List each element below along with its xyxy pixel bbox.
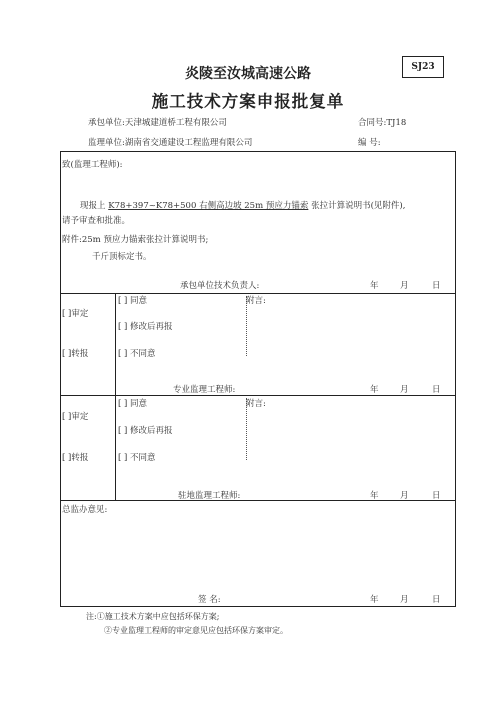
signature-label: 签 名: (198, 595, 221, 605)
forward-checkbox[interactable]: [ ]转报 (62, 453, 89, 463)
forward-checkbox[interactable]: [ ]转报 (62, 349, 89, 359)
date-year: 年 (370, 491, 379, 501)
supervision-unit: 监理单位:湖南省交通建设工程监理有限公司 (88, 138, 253, 148)
attachment-2: 千斤顶标定书。 (92, 252, 152, 262)
specialist-engineer-label: 专业监理工程师: (173, 385, 236, 395)
project-description: K78+397~K78+500 右侧高边坡 25m 预应力锚索 (108, 201, 309, 211)
date-day: 日 (432, 595, 441, 605)
submission-line (80, 199, 405, 211)
option-agree[interactable]: [ ] 同意 (118, 399, 148, 409)
date-day: 日 (432, 281, 441, 291)
date-month: 月 (400, 385, 409, 395)
date-day: 日 (432, 491, 441, 501)
remarks-label: 附言: (246, 399, 266, 409)
remarks-label: 附言: (246, 296, 266, 306)
addressee-label: 致(监理工程师): (62, 160, 123, 170)
form-code-badge: SJ23 (402, 56, 444, 78)
contractor-tech-lead-label: 承包单位技术负责人: (180, 281, 260, 291)
chief-office-opinion-label: 总监办意见: (62, 505, 108, 515)
submission-prefix: 现报上 (80, 201, 106, 211)
date-year: 年 (370, 595, 379, 605)
page-title: 炎陵至汝城高速公路 (185, 66, 311, 82)
date-month: 月 (400, 281, 409, 291)
footnote-2: ②专业监理工程师的审定意见应包括环保方案审定。 (104, 626, 288, 635)
column-divider (115, 293, 116, 500)
request-line: 请予审查和批准。 (62, 216, 131, 226)
approve-checkbox[interactable]: [ ]审定 (62, 412, 89, 422)
serial-number-label: 编 号: (358, 138, 381, 148)
date-year: 年 (370, 385, 379, 395)
approve-checkbox[interactable]: [ ]审定 (62, 309, 89, 319)
option-agree[interactable]: [ ] 同意 (118, 296, 148, 306)
row-divider (60, 395, 456, 396)
date-month: 月 (400, 491, 409, 501)
contract-number: 合同号:TJ18 (358, 118, 407, 128)
option-revise-resubmit[interactable]: [ ] 修改后再报 (118, 426, 173, 436)
date-year: 年 (370, 281, 379, 291)
option-disagree[interactable]: [ ] 不同意 (118, 453, 156, 463)
submission-suffix: 张拉计算说明书(见附件), (311, 201, 406, 211)
contractor-unit: 承包单位:天津城建道桥工程有限公司 (88, 118, 227, 128)
attachment-1: 附件:25m 预应力锚索张拉计算说明书; (62, 235, 209, 245)
row-divider (60, 500, 456, 501)
option-revise-resubmit[interactable]: [ ] 修改后再报 (118, 322, 173, 332)
option-disagree[interactable]: [ ] 不同意 (118, 349, 156, 359)
date-day: 日 (432, 385, 441, 395)
date-month: 月 (400, 595, 409, 605)
form-title: 施工技术方案申报批复单 (151, 92, 345, 111)
footnote-1: 注:①施工技术方案中应包括环保方案; (86, 612, 220, 621)
resident-engineer-label: 驻地监理工程师: (178, 491, 241, 501)
